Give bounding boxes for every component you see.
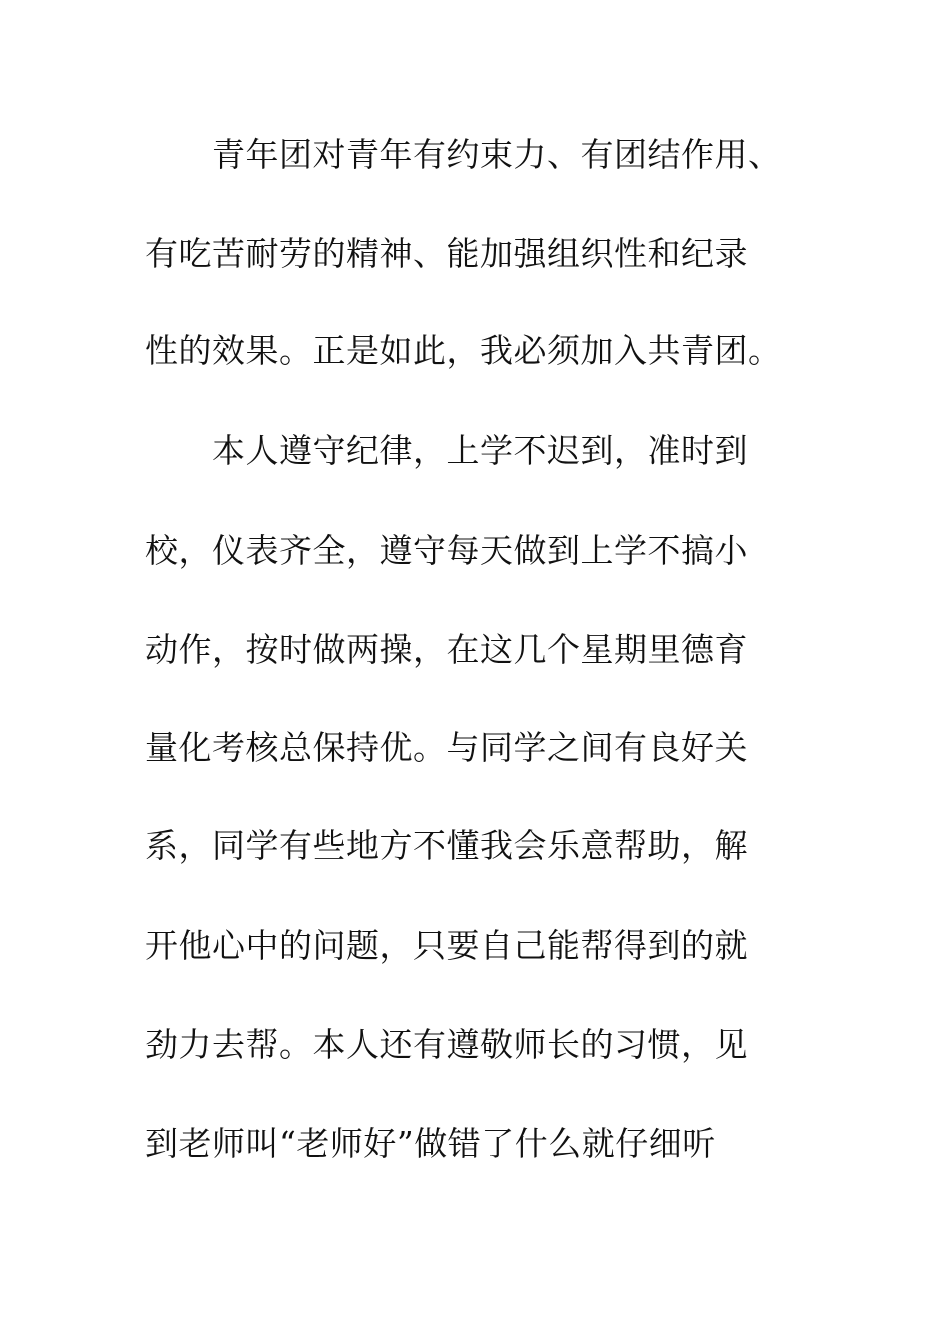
paragraph-1-line-1: 青年团对青年有约束力、有团结作用、: [212, 135, 782, 174]
paragraph-2-line-8: 到老师叫“老师好”做错了什么就仔细听: [145, 1124, 716, 1163]
paragraph-1-line-2: 有吃苦耐劳的精神、能加强组织性和纪录: [145, 234, 748, 273]
paragraph-2-line-4: 量化考核总保持优。与同学之间有良好关: [145, 728, 748, 767]
paragraph-2-line-5: 系，同学有些地方不懂我会乐意帮助，解: [145, 826, 748, 865]
paragraph-2-line-2: 校，仪表齐全，遵守每天做到上学不搞小: [145, 531, 748, 570]
paragraph-2-line-1: 本人遵守纪律，上学不迟到，准时到: [212, 431, 748, 470]
paragraph-2-line-3: 动作，按时做两操，在这几个星期里德育: [145, 630, 748, 669]
paragraph-2-line-7: 劲力去帮。本人还有遵敬师长的习惯，见: [145, 1025, 748, 1064]
paragraph-2-line-6: 开他心中的问题，只要自己能帮得到的就: [145, 926, 748, 965]
paragraph-1-line-3: 性的效果。正是如此，我必须加入共青团。: [145, 331, 782, 370]
